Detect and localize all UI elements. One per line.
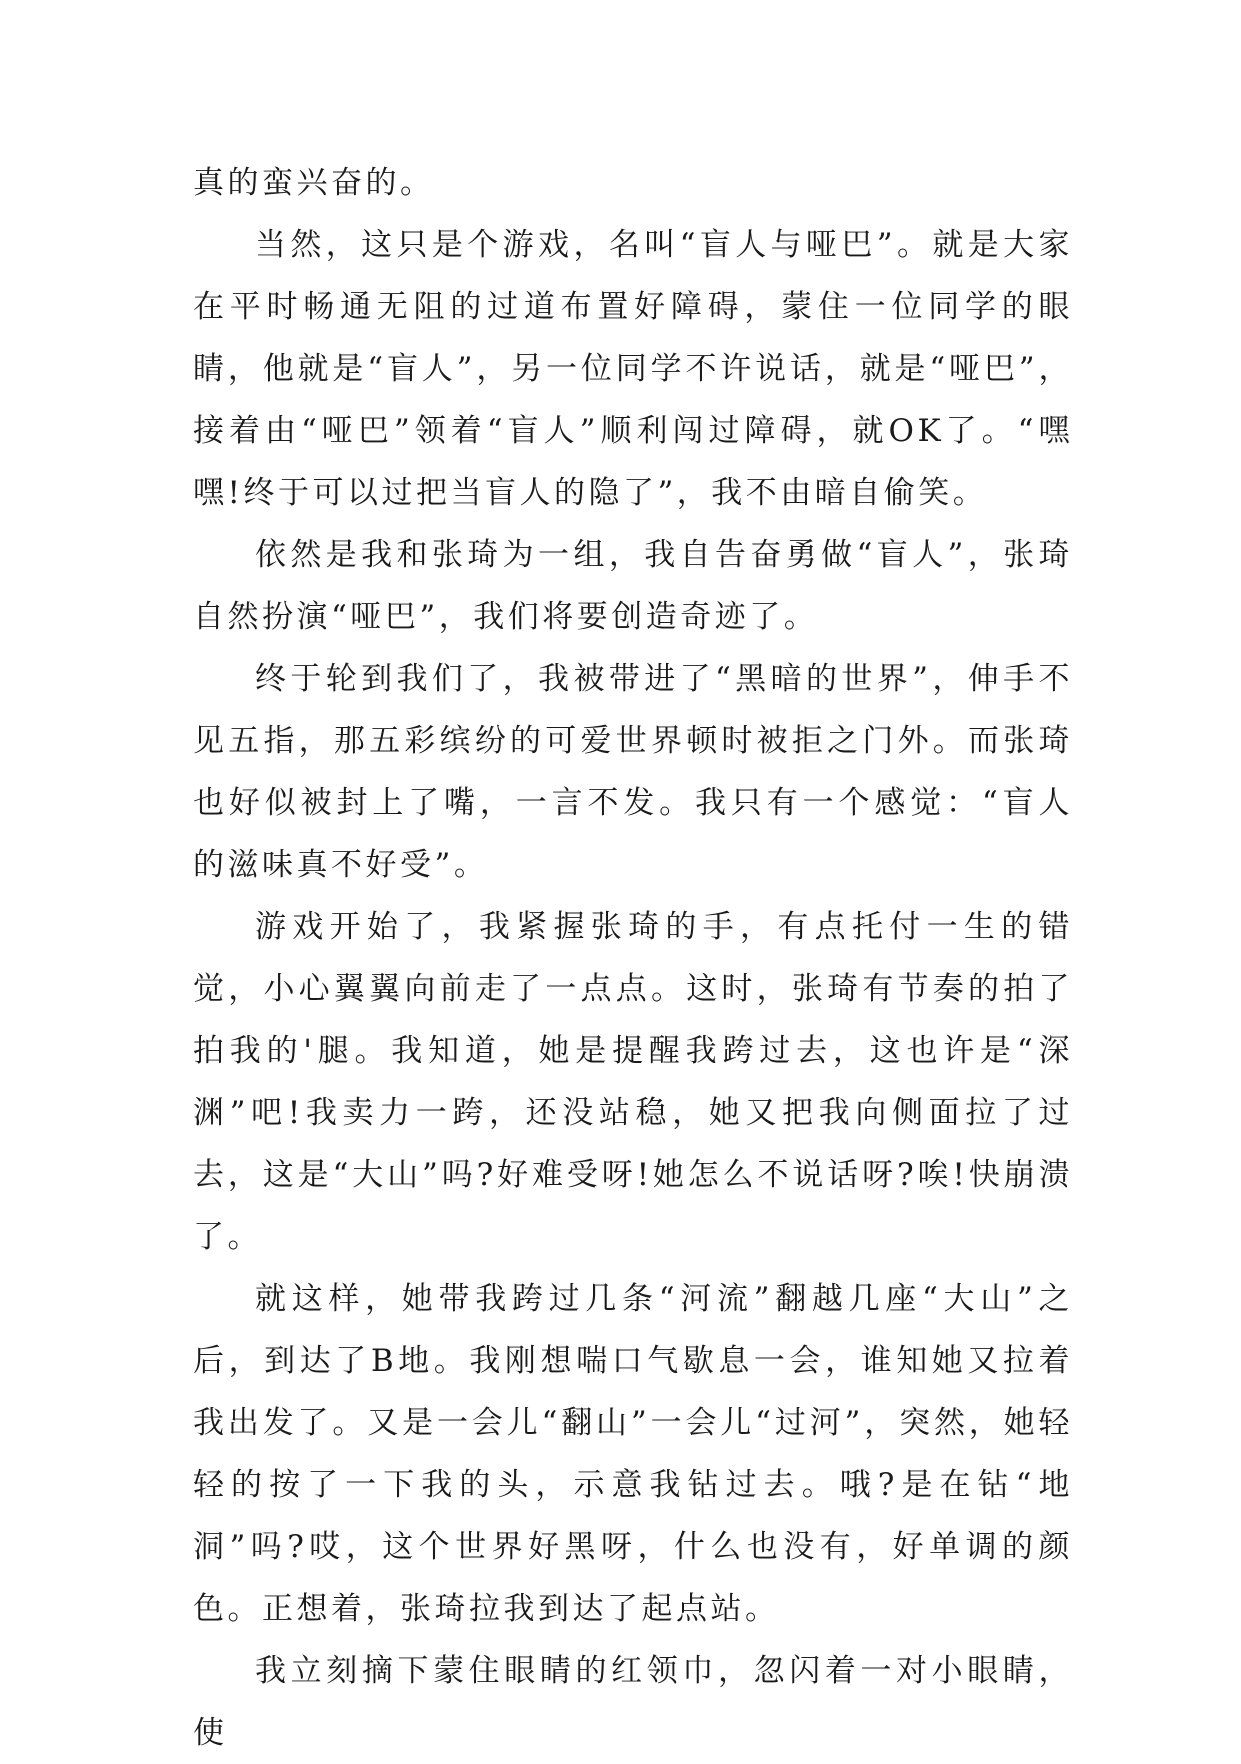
paragraph-game-intro: 当然，这只是个游戏，名叫“盲人与哑巴”。就是大家在平时畅通无阻的过道布置好障碍，蒙住一位同学的眼睛，他就是“盲人”，另一位同学不许说话，就是“哑巴”， 接着由“哑巴”领着“盲人”顺利闯过障碍，就OK了。“嘿嘿!终于可以过把当盲人的隐了”，我不由暗自偷笑。 [193,227,1073,511]
paragraph-game-start: 游戏开始了，我紧握张琦的手，有点托付一生的错觉，小心翼翼向前走了一点点。这时，张琦有节奏的拍了拍我的'腿。我知道，她是提醒我跨过去，这也许是“深渊”吧!我卖力一跨，还没站稳，她又把我向侧面拉了过去，这是“大山”吗?好难受呀!她怎么不说话呀?唉!快崩溃了。 [193,909,1073,1255]
paragraph-dark-world: 终于轮到我们了，我被带进了“黑暗的世界”，伸手不见五指，那五彩缤纷的可爱世界顿时被拒之门外。而张琦也好似被封上了嘴，一言不发。我只有一个感觉：“盲人的滋味真不好受”。 [193,661,1073,883]
paragraph-remove-blindfold: 我立刻摘下蒙住眼睛的红领巾，忽闪着一对小眼睛，使 [193,1653,1073,1751]
paragraph-continuation: 真的蛮兴奋的。 [193,165,435,201]
paragraph-team-roles: 依然是我和张琦为一组，我自告奋勇做“盲人”，张琦自然扮演“哑巴”，我们将要创造奇迹了。 [193,537,1073,635]
paragraph-crossing-obstacles: 就这样，她带我跨过几条“河流”翻越几座“大山”之后，到达了B地。我刚想喘口气歇息一会，谁知她又拉着我出发了。又是一会儿“翻山”一会儿“过河”，突然，她轻轻的按了一下我的头，示意我钻过去。哦?是在钻“地洞”吗?哎，这个世界好黑呀，什么也没有，好单调的颜色。正想着，张琦拉我到达了起点站。 [193,1281,1073,1627]
article-body [193,152,1073,1764]
